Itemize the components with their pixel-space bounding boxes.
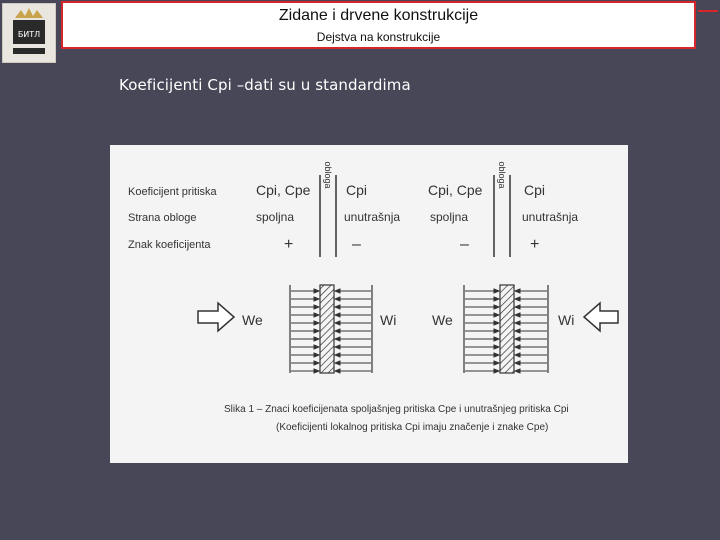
left-sign-inner: – [352, 236, 361, 253]
arrowhead-icon [335, 289, 340, 293]
arrowhead-icon [335, 321, 340, 325]
arrowhead-icon [494, 321, 499, 325]
right-coef-outer: Cpi, Cpe [428, 182, 483, 198]
row-label-side: Strana obloge [128, 212, 197, 224]
arrowhead-icon [335, 369, 340, 373]
arrowhead-icon [494, 305, 499, 309]
arrowhead-icon [314, 345, 319, 349]
lead-text: Koeficijenti Cpi –dati su u standardima [119, 76, 411, 94]
arrowhead-icon [494, 297, 499, 301]
arrowhead-icon [335, 353, 340, 357]
arrowhead-icon [314, 353, 319, 357]
right-sign-outer: – [460, 236, 469, 253]
arrowhead-icon [494, 353, 499, 357]
right-wi-label: Wi [558, 312, 575, 328]
header-accent-line [698, 10, 718, 12]
row-label-coefficient: Koeficijent pritiska [128, 186, 217, 198]
slide-header [61, 1, 696, 49]
figure-diagram [110, 145, 628, 463]
arrowhead-icon [335, 313, 340, 317]
arrowhead-icon [314, 329, 319, 333]
right-coef-inner: Cpi [524, 182, 546, 198]
arrowhead-icon [314, 313, 319, 317]
arrowhead-icon [314, 369, 319, 373]
arrowhead-icon [515, 353, 520, 357]
arrowhead-icon [335, 297, 340, 301]
left-side-inner: unutrašnja [344, 210, 401, 224]
arrowhead-icon [494, 289, 499, 293]
arrowhead-icon [314, 337, 319, 341]
arrowhead-icon [494, 329, 499, 333]
arrowhead-icon [335, 329, 340, 333]
left-sign-outer: + [284, 236, 294, 253]
left-wall [320, 285, 334, 373]
right-oblog-label: obloga [497, 161, 507, 189]
arrowhead-icon [335, 345, 340, 349]
right-we-label: We [432, 312, 453, 328]
right-side-inner: unutrašnja [522, 210, 579, 224]
left-wind-arrow-icon [198, 303, 234, 331]
arrowhead-icon [515, 297, 520, 301]
arrowhead-icon [494, 369, 499, 373]
logo-text: БИТЛ [17, 30, 41, 39]
arrowhead-icon [335, 337, 340, 341]
arrowhead-icon [515, 369, 520, 373]
arrowhead-icon [494, 361, 499, 365]
arrowhead-icon [515, 361, 520, 365]
arrowhead-icon [515, 305, 520, 309]
arrowhead-icon [314, 361, 319, 365]
right-side-outer: spoljna [430, 210, 469, 224]
right-wall [500, 285, 514, 373]
arrowhead-icon [515, 313, 520, 317]
arrowhead-icon [515, 289, 520, 293]
institution-logo [2, 3, 56, 63]
arrowhead-icon [494, 345, 499, 349]
caption-line-2: (Koeficijenti lokalnog pritiska Cpi imaju značenje i znake Cpe) [276, 422, 549, 433]
arrowhead-icon [314, 297, 319, 301]
slide-title: Zidane i drvene konstrukcije [278, 7, 479, 24]
crown-emblem-icon [3, 4, 55, 62]
arrowhead-icon [515, 345, 520, 349]
arrowhead-icon [515, 321, 520, 325]
slide-subtitle: Dejstva na konstrukcije [316, 30, 441, 44]
arrowhead-icon [335, 305, 340, 309]
right-wind-arrow-icon [584, 303, 618, 331]
arrowhead-icon [314, 289, 319, 293]
wind-pressure-figure [110, 145, 628, 463]
caption-line-1: Slika 1 – Znaci koeficijenata spoljašnjeg pritiska Cpe i unutrašnjeg pritiska Cpi [224, 404, 569, 415]
arrowhead-icon [494, 313, 499, 317]
left-oblog-label: obloga [323, 161, 333, 189]
arrowhead-icon [515, 329, 520, 333]
row-label-sign: Znak koeficijenta [128, 239, 211, 251]
left-coef-outer: Cpi, Cpe [256, 182, 311, 198]
left-we-label: We [242, 312, 263, 328]
left-side-outer: spoljna [256, 210, 295, 224]
right-sign-inner: + [530, 236, 540, 253]
arrowhead-icon [314, 305, 319, 309]
arrowhead-icon [515, 337, 520, 341]
arrowhead-icon [494, 337, 499, 341]
arrowhead-icon [314, 321, 319, 325]
left-wi-label: Wi [380, 312, 397, 328]
arrowhead-icon [335, 361, 340, 365]
left-coef-inner: Cpi [346, 182, 368, 198]
